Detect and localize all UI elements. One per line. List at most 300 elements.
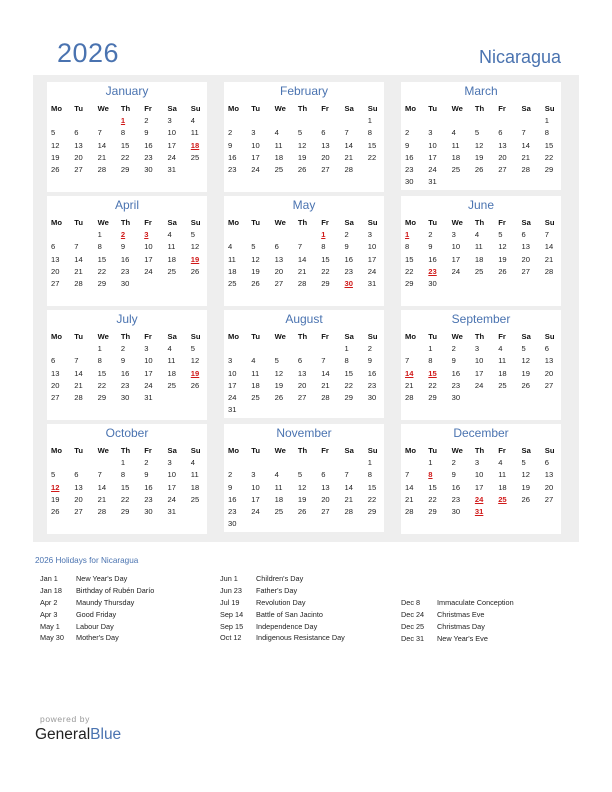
holiday-day-cell[interactable]: 14	[405, 368, 414, 378]
day-cell[interactable]: 15	[120, 482, 130, 492]
day-cell[interactable]: 12	[251, 254, 260, 264]
day-cell[interactable]: 10	[167, 470, 176, 480]
day-cell[interactable]: 30	[405, 177, 414, 187]
day-cell[interactable]: 25	[228, 278, 237, 288]
holiday-day-cell[interactable]: 31	[474, 506, 484, 516]
day-cell[interactable]: 3	[167, 458, 172, 468]
day-cell[interactable]: 14	[344, 140, 353, 150]
day-cell[interactable]: 26	[297, 164, 307, 174]
day-cell[interactable]: 5	[297, 470, 303, 480]
day-cell[interactable]: 12	[297, 482, 307, 492]
day-cell[interactable]: 22	[344, 380, 353, 390]
day-cell[interactable]: 31	[367, 278, 377, 288]
day-cell[interactable]: 28	[97, 164, 107, 174]
day-cell[interactable]: 16	[428, 254, 437, 264]
day-cell[interactable]: 23	[144, 494, 153, 504]
day-cell[interactable]: 9	[144, 128, 149, 138]
day-cell[interactable]: 7	[344, 128, 349, 138]
day-cell[interactable]: 15	[367, 482, 377, 492]
day-cell[interactable]: 27	[51, 278, 60, 288]
day-cell[interactable]: 9	[344, 242, 349, 252]
day-cell[interactable]: 10	[167, 128, 176, 138]
day-cell[interactable]: 14	[74, 254, 83, 264]
day-cell[interactable]: 21	[297, 266, 307, 276]
day-cell[interactable]: 11	[190, 128, 199, 138]
day-cell[interactable]: 30	[144, 164, 153, 174]
day-cell[interactable]: 8	[97, 242, 102, 252]
day-cell[interactable]: 9	[228, 482, 233, 492]
day-cell[interactable]: 14	[405, 482, 414, 492]
day-cell[interactable]: 7	[405, 356, 410, 366]
day-cell[interactable]: 18	[167, 254, 176, 264]
day-cell[interactable]: 16	[120, 254, 130, 264]
day-cell[interactable]: 26	[251, 278, 260, 288]
day-cell[interactable]: 12	[190, 242, 200, 252]
day-cell[interactable]: 15	[120, 140, 130, 150]
day-cell[interactable]: 17	[144, 368, 153, 378]
holiday-day-cell[interactable]: 2	[120, 230, 126, 240]
day-cell[interactable]: 10	[144, 242, 153, 252]
day-cell[interactable]: 2	[428, 230, 433, 240]
day-cell[interactable]: 30	[144, 506, 153, 516]
day-cell[interactable]: 12	[521, 470, 530, 480]
day-cell[interactable]: 16	[120, 368, 130, 378]
day-cell[interactable]: 13	[51, 254, 60, 264]
day-cell[interactable]: 14	[97, 482, 107, 492]
day-cell[interactable]: 13	[321, 140, 330, 150]
day-cell[interactable]: 2	[144, 458, 149, 468]
day-cell[interactable]: 4	[228, 242, 233, 252]
day-cell[interactable]: 10	[367, 242, 377, 252]
day-cell[interactable]: 22	[120, 152, 130, 162]
day-cell[interactable]: 20	[274, 266, 284, 276]
day-cell[interactable]: 21	[344, 494, 353, 504]
day-cell[interactable]: 3	[251, 128, 256, 138]
day-cell[interactable]: 21	[74, 380, 83, 390]
day-cell[interactable]: 24	[451, 266, 461, 276]
day-cell[interactable]: 7	[74, 242, 79, 252]
day-cell[interactable]: 6	[274, 242, 279, 252]
day-cell[interactable]: 26	[51, 506, 60, 516]
day-cell[interactable]: 14	[97, 140, 107, 150]
day-cell[interactable]: 10	[474, 356, 484, 366]
day-cell[interactable]: 27	[74, 506, 83, 516]
day-cell[interactable]: 2	[120, 344, 126, 354]
day-cell[interactable]: 4	[498, 458, 503, 468]
day-cell[interactable]: 17	[167, 482, 176, 492]
day-cell[interactable]: 26	[190, 380, 200, 390]
day-cell[interactable]: 2	[405, 128, 410, 138]
holiday-day-cell[interactable]: 30	[344, 278, 353, 288]
day-cell[interactable]: 2	[228, 128, 233, 138]
day-cell[interactable]: 5	[51, 470, 56, 480]
day-cell[interactable]: 31	[144, 392, 153, 402]
day-cell[interactable]: 7	[344, 470, 349, 480]
day-cell[interactable]: 12	[297, 140, 307, 150]
day-cell[interactable]: 9	[451, 356, 456, 366]
day-cell[interactable]: 23	[451, 380, 461, 390]
day-cell[interactable]: 26	[521, 494, 530, 504]
day-cell[interactable]: 28	[74, 392, 83, 402]
day-cell[interactable]: 23	[451, 494, 461, 504]
day-cell[interactable]: 18	[167, 368, 176, 378]
day-cell[interactable]: 31	[167, 506, 176, 516]
day-cell[interactable]: 14	[321, 368, 330, 378]
day-cell[interactable]: 18	[474, 254, 484, 264]
day-cell[interactable]: 29	[544, 164, 554, 174]
day-cell[interactable]: 22	[120, 494, 130, 504]
day-cell[interactable]: 30	[120, 278, 130, 288]
day-cell[interactable]: 20	[498, 152, 507, 162]
day-cell[interactable]: 12	[51, 140, 60, 150]
day-cell[interactable]: 7	[521, 128, 526, 138]
day-cell[interactable]: 11	[274, 140, 283, 150]
day-cell[interactable]: 16	[144, 140, 153, 150]
day-cell[interactable]: 26	[521, 380, 530, 390]
holiday-day-cell[interactable]: 1	[321, 230, 326, 240]
day-cell[interactable]: 10	[251, 482, 260, 492]
day-cell[interactable]: 9	[120, 356, 126, 366]
day-cell[interactable]: 15	[544, 140, 554, 150]
day-cell[interactable]: 3	[451, 230, 456, 240]
day-cell[interactable]: 16	[405, 152, 414, 162]
day-cell[interactable]: 22	[544, 152, 554, 162]
day-cell[interactable]: 8	[120, 128, 126, 138]
day-cell[interactable]: 5	[251, 242, 256, 252]
day-cell[interactable]: 16	[451, 368, 461, 378]
day-cell[interactable]: 6	[51, 242, 56, 252]
day-cell[interactable]: 8	[321, 242, 326, 252]
day-cell[interactable]: 7	[74, 356, 79, 366]
day-cell[interactable]: 25	[474, 266, 484, 276]
day-cell[interactable]: 29	[428, 506, 437, 516]
day-cell[interactable]: 19	[274, 380, 284, 390]
day-cell[interactable]: 27	[321, 506, 330, 516]
day-cell[interactable]: 30	[228, 519, 237, 529]
day-cell[interactable]: 30	[451, 392, 461, 402]
day-cell[interactable]: 7	[405, 470, 410, 480]
day-cell[interactable]: 15	[367, 140, 377, 150]
day-cell[interactable]: 24	[228, 392, 237, 402]
day-cell[interactable]: 12	[498, 242, 507, 252]
day-cell[interactable]: 9	[120, 242, 126, 252]
day-cell[interactable]: 13	[521, 242, 530, 252]
day-cell[interactable]: 19	[297, 152, 307, 162]
day-cell[interactable]: 20	[74, 494, 83, 504]
day-cell[interactable]: 4	[251, 356, 256, 366]
day-cell[interactable]: 27	[297, 392, 307, 402]
day-cell[interactable]: 12	[521, 356, 530, 366]
day-cell[interactable]: 29	[120, 506, 130, 516]
day-cell[interactable]: 23	[144, 152, 153, 162]
day-cell[interactable]: 26	[474, 164, 484, 174]
day-cell[interactable]: 5	[190, 230, 196, 240]
holiday-day-cell[interactable]: 25	[498, 494, 507, 504]
day-cell[interactable]: 10	[451, 242, 461, 252]
day-cell[interactable]: 6	[544, 344, 550, 354]
day-cell[interactable]: 17	[474, 368, 484, 378]
day-cell[interactable]: 18	[498, 482, 507, 492]
day-cell[interactable]: 19	[521, 368, 530, 378]
day-cell[interactable]: 21	[321, 380, 330, 390]
day-cell[interactable]: 6	[51, 356, 56, 366]
day-cell[interactable]: 8	[97, 356, 102, 366]
day-cell[interactable]: 27	[544, 494, 554, 504]
day-cell[interactable]: 23	[120, 380, 130, 390]
day-cell[interactable]: 17	[144, 254, 153, 264]
day-cell[interactable]: 15	[97, 368, 107, 378]
day-cell[interactable]: 27	[544, 380, 554, 390]
day-cell[interactable]: 28	[97, 506, 107, 516]
day-cell[interactable]: 22	[97, 266, 107, 276]
day-cell[interactable]: 5	[498, 230, 503, 240]
day-cell[interactable]: 9	[451, 470, 456, 480]
day-cell[interactable]: 22	[367, 494, 377, 504]
day-cell[interactable]: 23	[120, 266, 130, 276]
day-cell[interactable]: 25	[498, 380, 507, 390]
day-cell[interactable]: 20	[321, 152, 330, 162]
day-cell[interactable]: 9	[144, 470, 149, 480]
day-cell[interactable]: 21	[344, 152, 353, 162]
day-cell[interactable]: 1	[544, 116, 550, 126]
day-cell[interactable]: 2	[144, 116, 149, 126]
day-cell[interactable]: 20	[51, 380, 60, 390]
day-cell[interactable]: 10	[428, 140, 437, 150]
day-cell[interactable]: 15	[344, 368, 353, 378]
day-cell[interactable]: 22	[321, 266, 330, 276]
day-cell[interactable]: 1	[428, 458, 433, 468]
day-cell[interactable]: 17	[167, 140, 176, 150]
day-cell[interactable]: 24	[251, 506, 260, 516]
day-cell[interactable]: 26	[274, 392, 284, 402]
day-cell[interactable]: 28	[405, 506, 414, 516]
holiday-day-cell[interactable]: 8	[428, 470, 433, 480]
day-cell[interactable]: 13	[498, 140, 507, 150]
day-cell[interactable]: 27	[74, 164, 83, 174]
day-cell[interactable]: 28	[321, 392, 330, 402]
day-cell[interactable]: 2	[344, 230, 349, 240]
day-cell[interactable]: 18	[274, 494, 284, 504]
day-cell[interactable]: 26	[190, 266, 200, 276]
day-cell[interactable]: 6	[297, 356, 303, 366]
day-cell[interactable]: 11	[451, 140, 460, 150]
day-cell[interactable]: 27	[274, 278, 284, 288]
day-cell[interactable]: 7	[97, 128, 102, 138]
day-cell[interactable]: 24	[367, 266, 377, 276]
holiday-day-cell[interactable]: 12	[51, 482, 60, 492]
day-cell[interactable]: 13	[74, 482, 83, 492]
day-cell[interactable]: 3	[367, 230, 373, 240]
brand-logo[interactable]	[35, 726, 121, 744]
day-cell[interactable]: 24	[144, 380, 153, 390]
day-cell[interactable]: 29	[120, 164, 130, 174]
day-cell[interactable]: 9	[228, 140, 233, 150]
day-cell[interactable]: 27	[321, 164, 330, 174]
day-cell[interactable]: 4	[190, 116, 196, 126]
day-cell[interactable]: 4	[498, 344, 503, 354]
day-cell[interactable]: 17	[251, 494, 260, 504]
day-cell[interactable]: 19	[51, 494, 60, 504]
day-cell[interactable]: 22	[428, 494, 437, 504]
day-cell[interactable]: 20	[74, 152, 83, 162]
day-cell[interactable]: 12	[190, 356, 200, 366]
day-cell[interactable]: 17	[367, 254, 377, 264]
day-cell[interactable]: 21	[405, 380, 414, 390]
day-cell[interactable]: 11	[274, 482, 283, 492]
day-cell[interactable]: 18	[251, 380, 260, 390]
day-cell[interactable]: 25	[251, 392, 260, 402]
day-cell[interactable]: 30	[367, 392, 377, 402]
day-cell[interactable]: 27	[521, 266, 530, 276]
day-cell[interactable]: 3	[251, 470, 256, 480]
day-cell[interactable]: 18	[228, 266, 237, 276]
day-cell[interactable]: 15	[428, 482, 437, 492]
day-cell[interactable]: 13	[74, 140, 83, 150]
day-cell[interactable]: 20	[51, 266, 60, 276]
day-cell[interactable]: 29	[428, 392, 437, 402]
day-cell[interactable]: 31	[228, 405, 237, 415]
holiday-day-cell[interactable]: 23	[428, 266, 437, 276]
day-cell[interactable]: 9	[428, 242, 433, 252]
day-cell[interactable]: 8	[367, 128, 373, 138]
day-cell[interactable]: 13	[544, 470, 554, 480]
day-cell[interactable]: 5	[190, 344, 196, 354]
day-cell[interactable]: 22	[367, 152, 377, 162]
day-cell[interactable]: 24	[167, 152, 176, 162]
day-cell[interactable]: 5	[521, 344, 526, 354]
day-cell[interactable]: 13	[544, 356, 554, 366]
day-cell[interactable]: 11	[167, 356, 176, 366]
day-cell[interactable]: 19	[521, 482, 530, 492]
day-cell[interactable]: 21	[544, 254, 554, 264]
day-cell[interactable]: 28	[544, 266, 554, 276]
day-cell[interactable]: 20	[544, 368, 554, 378]
day-cell[interactable]: 8	[367, 470, 373, 480]
day-cell[interactable]: 4	[474, 230, 480, 240]
day-cell[interactable]: 19	[498, 254, 507, 264]
day-cell[interactable]: 29	[367, 506, 377, 516]
day-cell[interactable]: 14	[521, 140, 530, 150]
day-cell[interactable]: 4	[274, 470, 279, 480]
day-cell[interactable]: 18	[451, 152, 461, 162]
day-cell[interactable]: 21	[521, 152, 530, 162]
day-cell[interactable]: 6	[544, 458, 550, 468]
day-cell[interactable]: 13	[274, 254, 284, 264]
day-cell[interactable]: 23	[344, 266, 353, 276]
day-cell[interactable]: 6	[498, 128, 503, 138]
day-cell[interactable]: 4	[274, 128, 279, 138]
day-cell[interactable]: 1	[367, 458, 373, 468]
day-cell[interactable]: 5	[521, 458, 526, 468]
day-cell[interactable]: 3	[474, 458, 480, 468]
day-cell[interactable]: 19	[297, 494, 307, 504]
day-cell[interactable]: 27	[51, 392, 60, 402]
day-cell[interactable]: 25	[167, 266, 176, 276]
day-cell[interactable]: 29	[405, 278, 414, 288]
day-cell[interactable]: 5	[51, 128, 56, 138]
holiday-day-cell[interactable]: 15	[428, 368, 437, 378]
day-cell[interactable]: 31	[167, 164, 176, 174]
holiday-day-cell[interactable]: 3	[144, 230, 149, 240]
day-cell[interactable]: 14	[544, 242, 554, 252]
day-cell[interactable]: 10	[144, 356, 153, 366]
day-cell[interactable]: 9	[405, 140, 410, 150]
day-cell[interactable]: 1	[120, 458, 126, 468]
day-cell[interactable]: 25	[274, 506, 284, 516]
day-cell[interactable]: 12	[274, 368, 284, 378]
day-cell[interactable]: 6	[321, 470, 326, 480]
day-cell[interactable]: 19	[474, 152, 484, 162]
day-cell[interactable]: 3	[428, 128, 433, 138]
day-cell[interactable]: 14	[344, 482, 353, 492]
day-cell[interactable]: 10	[228, 368, 237, 378]
day-cell[interactable]: 20	[297, 380, 307, 390]
day-cell[interactable]: 11	[167, 242, 176, 252]
day-cell[interactable]: 20	[321, 494, 330, 504]
day-cell[interactable]: 28	[344, 506, 353, 516]
day-cell[interactable]: 4	[190, 458, 196, 468]
day-cell[interactable]: 6	[521, 230, 526, 240]
day-cell[interactable]: 3	[167, 116, 172, 126]
day-cell[interactable]: 17	[251, 152, 260, 162]
holiday-day-cell[interactable]: 1	[120, 116, 126, 126]
day-cell[interactable]: 22	[97, 380, 107, 390]
day-cell[interactable]: 5	[474, 128, 480, 138]
day-cell[interactable]: 14	[297, 254, 307, 264]
day-cell[interactable]: 29	[97, 278, 107, 288]
day-cell[interactable]: 10	[251, 140, 260, 150]
day-cell[interactable]: 22	[428, 380, 437, 390]
day-cell[interactable]: 25	[451, 164, 461, 174]
day-cell[interactable]: 4	[167, 344, 172, 354]
day-cell[interactable]: 28	[405, 392, 414, 402]
day-cell[interactable]: 15	[97, 254, 107, 264]
holiday-day-cell[interactable]: 1	[405, 230, 410, 240]
day-cell[interactable]: 7	[97, 470, 102, 480]
holiday-day-cell[interactable]: 19	[190, 368, 200, 378]
day-cell[interactable]: 26	[498, 266, 507, 276]
day-cell[interactable]: 25	[167, 380, 176, 390]
day-cell[interactable]: 8	[428, 356, 433, 366]
day-cell[interactable]: 9	[367, 356, 373, 366]
day-cell[interactable]: 24	[251, 164, 260, 174]
day-cell[interactable]: 11	[251, 368, 260, 378]
day-cell[interactable]: 1	[97, 230, 102, 240]
day-cell[interactable]: 18	[190, 482, 200, 492]
day-cell[interactable]: 25	[274, 164, 284, 174]
day-cell[interactable]: 25	[190, 152, 200, 162]
day-cell[interactable]: 27	[498, 164, 507, 174]
day-cell[interactable]: 23	[228, 506, 237, 516]
day-cell[interactable]: 28	[74, 278, 83, 288]
day-cell[interactable]: 26	[51, 164, 60, 174]
day-cell[interactable]: 29	[344, 392, 353, 402]
day-cell[interactable]: 19	[251, 266, 260, 276]
day-cell[interactable]: 6	[74, 128, 79, 138]
day-cell[interactable]: 17	[474, 482, 484, 492]
day-cell[interactable]: 28	[521, 164, 530, 174]
day-cell[interactable]: 17	[228, 380, 237, 390]
day-cell[interactable]: 16	[228, 152, 237, 162]
day-cell[interactable]: 20	[544, 482, 554, 492]
day-cell[interactable]: 24	[428, 164, 437, 174]
day-cell[interactable]: 24	[167, 494, 176, 504]
day-cell[interactable]: 1	[344, 344, 349, 354]
day-cell[interactable]: 21	[97, 152, 107, 162]
day-cell[interactable]: 19	[51, 152, 60, 162]
day-cell[interactable]: 7	[544, 230, 550, 240]
day-cell[interactable]: 8	[544, 128, 550, 138]
